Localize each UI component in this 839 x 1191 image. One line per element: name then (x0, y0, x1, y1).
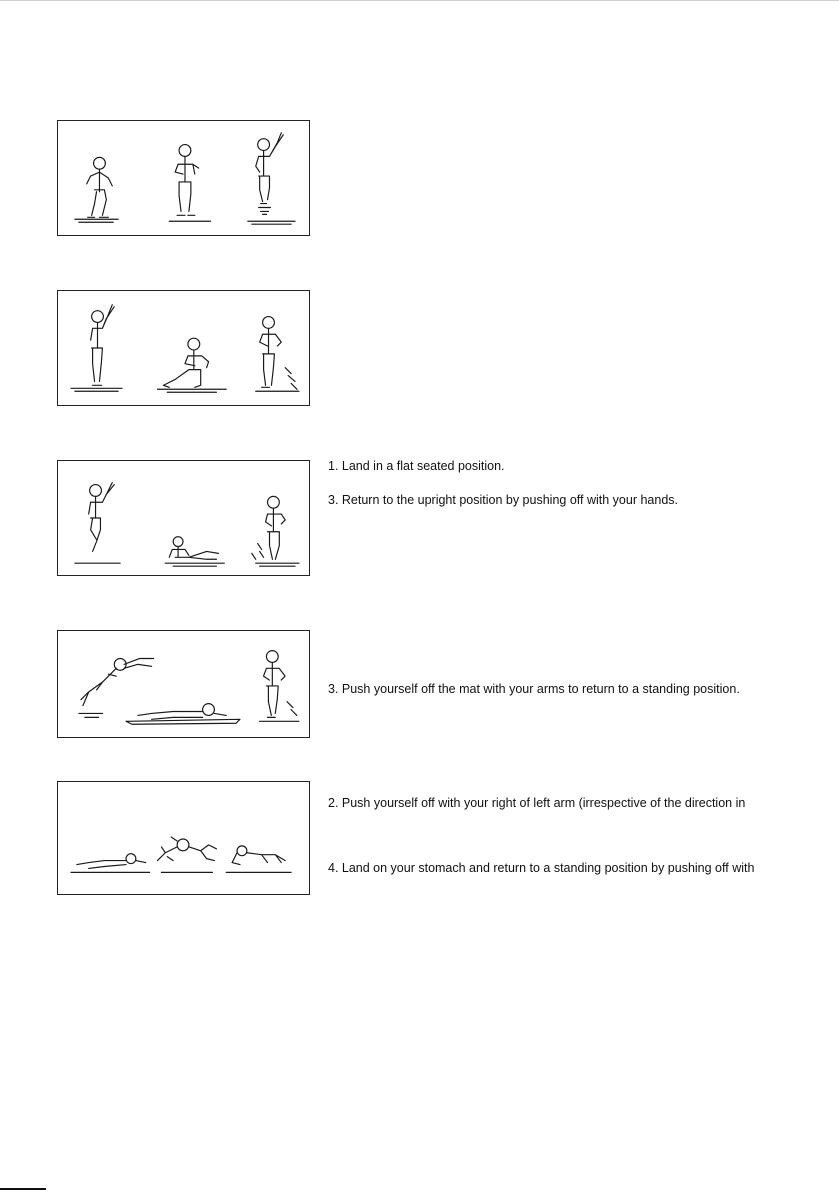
figure-lying (126, 704, 240, 725)
exercise-illustration-roll-over (57, 781, 310, 895)
roll-over-step-4: 4. Land on your stomach and return to a standing position by pushing off with (328, 861, 755, 875)
figure-prone (71, 854, 150, 873)
page-top-rule (0, 0, 839, 1)
figure-arms-up (71, 305, 122, 391)
figure-standing (75, 157, 118, 222)
exercise-illustration-stand-jump (57, 120, 310, 236)
figure-diving (79, 658, 154, 717)
figure-return-up (256, 317, 299, 392)
figure-jump-up (248, 133, 295, 224)
figure-jump-arms-up (75, 483, 120, 564)
figure-seated (165, 537, 224, 566)
figure-rising (260, 651, 299, 722)
figure-rolling (157, 837, 216, 872)
seat-drop-step-1: 1. Land in a flat seated position. (328, 459, 505, 473)
figure-standing-up (252, 496, 299, 566)
front-drop-step-3: 3. Push yourself off the mat with your arms to return to a standing position. (328, 682, 740, 696)
page-footer-rule (0, 1188, 46, 1190)
roll-over-step-2: 2. Push yourself off with your right of left arm (irrespective of the direction in (328, 796, 746, 810)
exercise-illustration-front-drop (57, 630, 310, 738)
exercise-illustration-seat-drop (57, 460, 310, 576)
exercise-illustration-kneel (57, 290, 310, 406)
figure-crawling (226, 846, 291, 873)
figure-bounce (169, 145, 210, 222)
figure-kneeling (157, 338, 226, 392)
seat-drop-step-3: 3. Return to the upright position by pushing off with your hands. (328, 493, 678, 507)
